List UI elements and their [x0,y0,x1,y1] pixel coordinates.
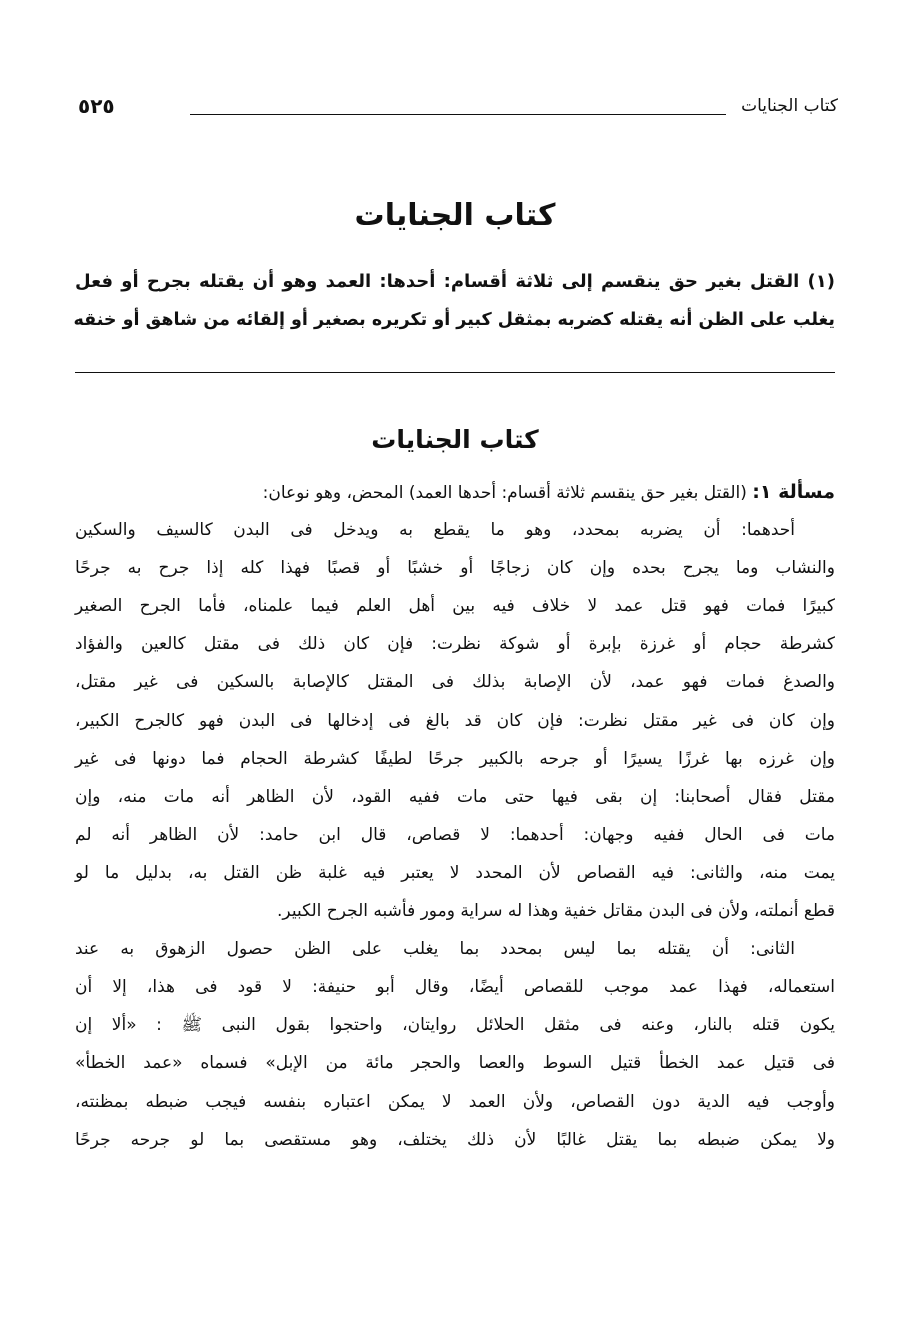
body-line: فى قتيل عمد الخطأ قتيل السوط والعصا والحجر مائة من الإبل» فسماه «عمد الخطأ» [75,1053,835,1074]
sharh-heading: كتاب الجنايات [371,425,539,454]
body-line: كبيرًا فمات فهو قتل عمد لا خلاف فيه بين أهل العلم فيما علمناه، فأما الجرح الصغير [75,596,835,617]
separator-rule [75,372,835,373]
body-line: كشرطة حجام أو غرزة بإبرة أو شوكة نظرت: فإن كان ذلك فى مقتل كالعين والفؤاد [75,634,835,655]
page-number: ٥٢٥ [78,94,115,118]
matn-line: يغلب على الظن أنه يقتله كضربه بمثقل كبير أو تكريره بصغير أو إلقائه من شاهق أو خنقه [73,310,835,330]
body-line: الثانى: أن يقتله بما ليس بمحدد بما يغلب على الظن حصول الزهوق به عند [75,939,795,960]
masala-line [75,480,835,505]
header-rule [190,114,726,115]
body-line: والصدغ فمات فهو عمد، لأن الإصابة بذلك فى المقتل كالإصابة بالسكين فى غير مقتل، [75,672,835,693]
body-line: مقتل فقال أصحابنا: إن بقى فيها حتى مات ففيه القود، لأن الظاهر أنه مات منه، وإن [75,786,835,807]
body-line: ولا يمكن ضبطه بما يقتل غالبًا لأن ذلك يختلف، وهو مستقصى بما لو جرحه جرحًا [75,1129,835,1150]
running-header [78,92,838,128]
body-line: أحدهما: أن يضربه بمحدد، وهو ما يقطع به ويدخل فى البدن كالسيف والسكين [75,520,795,540]
top-heading: كتاب الجنايات [354,198,556,233]
body-line: وإن كان فى غير مقتل نظرت: فإن كان قد بالغ فى إدخالها فى البدن فهو كالجرح الكبير، [75,710,835,731]
body-line: يمت منه، والثانى: فيه القصاص لأن المحدد لا يعتبر فيه غلبة ظن القتل به، بدليل ما لو [75,862,835,883]
running-title: كتاب الجنايات [741,96,838,116]
body-line: قطع أنملته، ولأن فى البدن مقاتل خفية وهذا له سراية ومور فأشبه الجرح الكبير. [277,901,835,921]
matn-line: (١) القتل بغير حق ينقسم إلى ثلاثة أقسام: أحدها: العمد وهو أن يقتله بجرح أو فعل [75,271,835,292]
masala-label: مسألة ١: [752,481,835,503]
body-line: يكون قتله بالنار، وعنه فى مثقل الحلائل روايتان، واحتجوا بقول النبى ﷺ : «ألا إن [75,1015,835,1036]
body-line: وأوجب فيه الدية دون القصاص، ولأن العمد لا يمكن اعتباره بنفسه فيجب ضبطه بمظنته، [75,1091,835,1112]
body-line: مات فى الحال ففيه وجهان: أحدهما: لا قصاص، قال ابن حامد: لأن الظاهر أنه لم [75,824,835,845]
masala-text: (القتل بغير حق ينقسم ثلاثة أقسام: أحدها العمد) المحض، وهو نوعان: [262,483,747,503]
body-line: والنشاب وما يجرح بحده وإن كان زجاجًا أو خشبًا أو قصبًا فهذا كله إذا جرح به جرحًا [75,558,835,579]
body-line: وإن غرزه بها غرزًا يسيرًا أو جرحه بالكبير جرحًا لطيفًا كشرطة الحجام فما دونها فى غير [75,748,835,769]
body-line: استعماله، فهذا عمد موجب للقصاص أيضًا، وقال أبو حنيفة: لا قود فى هذا، إلا أن [75,977,835,998]
